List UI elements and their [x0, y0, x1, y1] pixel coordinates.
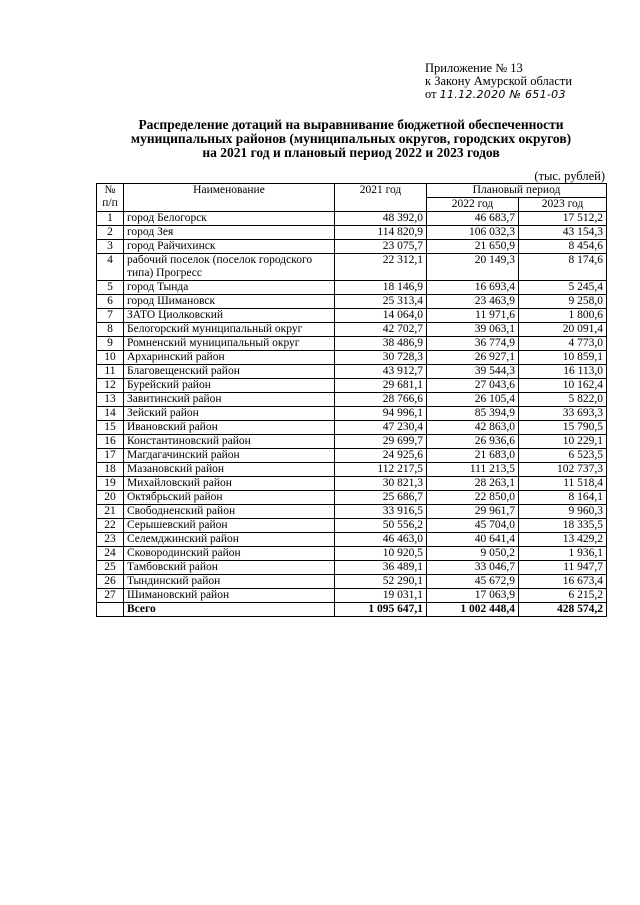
row-value-2022: 85 394,9 — [427, 407, 519, 421]
row-value-2023: 4 773,0 — [519, 337, 607, 351]
row-name: Шимановский район — [124, 589, 335, 603]
appendix-law: к Закону Амурской области — [425, 74, 573, 88]
row-number: 23 — [97, 533, 124, 547]
row-name: Ивановский район — [124, 421, 335, 435]
row-name: город Зея — [124, 226, 335, 240]
table-row — [97, 533, 607, 547]
row-number: 26 — [97, 575, 124, 589]
row-number: 3 — [97, 240, 124, 254]
units-label: (тыс. рублей) — [534, 169, 605, 183]
row-name: Ромненский муниципальный округ — [124, 337, 335, 351]
table-row — [97, 351, 607, 365]
table-row — [97, 295, 607, 309]
row-number: 18 — [97, 463, 124, 477]
row-name: Завитинский район — [124, 393, 335, 407]
row-value-2021: 47 230,4 — [335, 421, 427, 435]
row-value-2022: 26 927,1 — [427, 351, 519, 365]
table-row — [97, 323, 607, 337]
table-row — [97, 379, 607, 393]
table-row — [97, 519, 607, 533]
table-row — [97, 421, 607, 435]
row-name: Белогорский муниципальный округ — [124, 323, 335, 337]
table-body — [97, 212, 607, 617]
row-name: Михайловский район — [124, 477, 335, 491]
appendix-number: Приложение № 13 — [425, 61, 523, 75]
row-number: 4 — [97, 254, 124, 281]
row-number: 25 — [97, 561, 124, 575]
header-2022: 2022 год — [427, 198, 519, 212]
row-value-2023: 20 091,4 — [519, 323, 607, 337]
row-value-2021: 43 912,7 — [335, 365, 427, 379]
row-value-2023: 18 335,5 — [519, 519, 607, 533]
appendix-block — [425, 62, 625, 101]
row-number: 12 — [97, 379, 124, 393]
row-value-2023: 11 947,7 — [519, 561, 607, 575]
row-value-2022: 46 683,7 — [427, 212, 519, 226]
table-row — [97, 407, 607, 421]
row-number — [97, 603, 124, 617]
row-number: 16 — [97, 435, 124, 449]
row-value-2023: 8 454,6 — [519, 240, 607, 254]
row-number: 10 — [97, 351, 124, 365]
row-value-2022: 29 961,7 — [427, 505, 519, 519]
appendix-date-handwritten: 11.12.2020 № 651-03 — [439, 88, 566, 101]
row-value-2022: 40 641,4 — [427, 533, 519, 547]
row-value-2021: 33 916,5 — [335, 505, 427, 519]
row-name: ЗАТО Циолковский — [124, 309, 335, 323]
row-name: Тамбовский район — [124, 561, 335, 575]
table-row — [97, 575, 607, 589]
row-value-2021: 19 031,1 — [335, 589, 427, 603]
table-row — [97, 281, 607, 295]
row-value-2021: 22 312,1 — [335, 254, 427, 281]
row-value-2023: 17 512,2 — [519, 212, 607, 226]
row-value-2023: 6 523,5 — [519, 449, 607, 463]
row-value-2022: 21 683,0 — [427, 449, 519, 463]
table-row — [97, 393, 607, 407]
row-name: Октябрьский район — [124, 491, 335, 505]
table-row — [97, 309, 607, 323]
row-name: Благовещенский район — [124, 365, 335, 379]
row-value-2023: 1 936,1 — [519, 547, 607, 561]
row-value-2022: 45 704,0 — [427, 519, 519, 533]
row-number: 17 — [97, 449, 124, 463]
row-name: Константиновский район — [124, 435, 335, 449]
row-value-2022: 27 043,6 — [427, 379, 519, 393]
row-name: рабочий поселок (поселок городского типа) Прогресс — [124, 254, 335, 281]
row-value-2021: 30 728,3 — [335, 351, 427, 365]
row-value-2023: 428 574,2 — [519, 603, 607, 617]
row-number: 8 — [97, 323, 124, 337]
row-name: город Шимановск — [124, 295, 335, 309]
row-value-2023: 5 822,0 — [519, 393, 607, 407]
row-value-2022: 21 650,9 — [427, 240, 519, 254]
row-value-2021: 24 925,6 — [335, 449, 427, 463]
row-number: 13 — [97, 393, 124, 407]
row-value-2023: 11 518,4 — [519, 477, 607, 491]
row-name: Свободненский район — [124, 505, 335, 519]
table-row — [97, 254, 607, 281]
row-value-2022: 26 936,6 — [427, 435, 519, 449]
row-value-2021: 25 686,7 — [335, 491, 427, 505]
row-value-2022: 23 463,9 — [427, 295, 519, 309]
appendix-date — [425, 88, 625, 101]
row-value-2021: 14 064,0 — [335, 309, 427, 323]
row-value-2023: 6 215,2 — [519, 589, 607, 603]
row-value-2023: 16 113,0 — [519, 365, 607, 379]
row-name: Селемджинский район — [124, 533, 335, 547]
row-name: город Белогорск — [124, 212, 335, 226]
row-number: 2 — [97, 226, 124, 240]
row-value-2023: 9 960,3 — [519, 505, 607, 519]
table-row — [97, 226, 607, 240]
row-value-2022: 36 774,9 — [427, 337, 519, 351]
row-name: Зейский район — [124, 407, 335, 421]
row-number: 1 — [97, 212, 124, 226]
table-row — [97, 505, 607, 519]
row-value-2023: 15 790,5 — [519, 421, 607, 435]
table-row — [97, 547, 607, 561]
row-value-2021: 25 313,4 — [335, 295, 427, 309]
row-number: 21 — [97, 505, 124, 519]
row-name: город Тында — [124, 281, 335, 295]
row-number: 6 — [97, 295, 124, 309]
row-value-2023: 102 737,3 — [519, 463, 607, 477]
header-number: № п/п — [97, 184, 124, 212]
row-value-2023: 10 859,1 — [519, 351, 607, 365]
row-value-2022: 17 063,9 — [427, 589, 519, 603]
row-value-2021: 29 699,7 — [335, 435, 427, 449]
row-number: 11 — [97, 365, 124, 379]
table-row — [97, 477, 607, 491]
row-value-2023: 43 154,3 — [519, 226, 607, 240]
row-number: 7 — [97, 309, 124, 323]
row-value-2021: 1 095 647,1 — [335, 603, 427, 617]
header-2023: 2023 год — [519, 198, 607, 212]
table-row — [97, 463, 607, 477]
row-number: 20 — [97, 491, 124, 505]
row-value-2023: 8 164,1 — [519, 491, 607, 505]
row-value-2021: 46 463,0 — [335, 533, 427, 547]
row-value-2021: 29 681,1 — [335, 379, 427, 393]
row-value-2022: 33 046,7 — [427, 561, 519, 575]
row-name: Сковородинский район — [124, 547, 335, 561]
header-planned-period: Плановый период — [427, 184, 607, 198]
row-value-2022: 111 213,5 — [427, 463, 519, 477]
row-value-2022: 45 672,9 — [427, 575, 519, 589]
row-value-2022: 26 105,4 — [427, 393, 519, 407]
row-name: Всего — [124, 603, 335, 617]
table-total-row — [97, 603, 607, 617]
row-value-2023: 13 429,2 — [519, 533, 607, 547]
row-value-2021: 10 920,5 — [335, 547, 427, 561]
row-value-2023: 5 245,4 — [519, 281, 607, 295]
row-value-2023: 10 162,4 — [519, 379, 607, 393]
row-number: 22 — [97, 519, 124, 533]
row-number: 5 — [97, 281, 124, 295]
row-value-2021: 18 146,9 — [335, 281, 427, 295]
row-value-2021: 94 996,1 — [335, 407, 427, 421]
header-name: Наименование — [124, 184, 335, 212]
row-value-2023: 9 258,0 — [519, 295, 607, 309]
row-value-2022: 28 263,1 — [427, 477, 519, 491]
table-row — [97, 561, 607, 575]
row-value-2022: 1 002 448,4 — [427, 603, 519, 617]
table-row — [97, 589, 607, 603]
row-value-2022: 22 850,0 — [427, 491, 519, 505]
row-value-2023: 1 800,6 — [519, 309, 607, 323]
table-row — [97, 435, 607, 449]
row-number: 19 — [97, 477, 124, 491]
row-value-2021: 36 489,1 — [335, 561, 427, 575]
row-value-2021: 42 702,7 — [335, 323, 427, 337]
row-value-2022: 39 063,1 — [427, 323, 519, 337]
document-title — [96, 118, 606, 160]
row-name: Серышевский район — [124, 519, 335, 533]
header-2021: 2021 год — [335, 184, 427, 212]
table-row — [97, 365, 607, 379]
row-number: 27 — [97, 589, 124, 603]
row-value-2021: 52 290,1 — [335, 575, 427, 589]
table-row — [97, 240, 607, 254]
title-line-2: муниципальных районов (муниципальных округов, городских округов) — [130, 131, 572, 146]
table-row — [97, 449, 607, 463]
title-line-3: на 2021 год и плановый период 2022 и 2023 годов — [202, 145, 500, 160]
row-value-2022: 42 863,0 — [427, 421, 519, 435]
row-number: 9 — [97, 337, 124, 351]
row-value-2021: 30 821,3 — [335, 477, 427, 491]
row-value-2021: 38 486,9 — [335, 337, 427, 351]
row-value-2021: 112 217,5 — [335, 463, 427, 477]
row-value-2023: 33 693,3 — [519, 407, 607, 421]
row-number: 14 — [97, 407, 124, 421]
row-name: Тындинский район — [124, 575, 335, 589]
table-row — [97, 337, 607, 351]
row-number: 15 — [97, 421, 124, 435]
row-value-2021: 23 075,7 — [335, 240, 427, 254]
row-name: Магдагачинский район — [124, 449, 335, 463]
title-line-1: Распределение дотаций на выравнивание бюджетной обеспеченности — [138, 117, 564, 132]
table-row — [97, 212, 607, 226]
row-name: Мазановский район — [124, 463, 335, 477]
appendix-date-prefix: от — [425, 87, 437, 101]
row-value-2021: 48 392,0 — [335, 212, 427, 226]
row-number: 24 — [97, 547, 124, 561]
row-name: Бурейский район — [124, 379, 335, 393]
row-value-2021: 28 766,6 — [335, 393, 427, 407]
subsidy-table — [96, 183, 607, 617]
row-value-2021: 114 820,9 — [335, 226, 427, 240]
row-value-2022: 20 149,3 — [427, 254, 519, 281]
row-value-2021: 50 556,2 — [335, 519, 427, 533]
row-name: Архаринский район — [124, 351, 335, 365]
row-value-2023: 16 673,4 — [519, 575, 607, 589]
row-value-2022: 9 050,2 — [427, 547, 519, 561]
row-value-2022: 16 693,4 — [427, 281, 519, 295]
row-value-2023: 10 229,1 — [519, 435, 607, 449]
row-value-2023: 8 174,6 — [519, 254, 607, 281]
row-value-2022: 39 544,3 — [427, 365, 519, 379]
table-row — [97, 491, 607, 505]
row-value-2022: 11 971,6 — [427, 309, 519, 323]
row-name: город Райчихинск — [124, 240, 335, 254]
row-value-2022: 106 032,3 — [427, 226, 519, 240]
